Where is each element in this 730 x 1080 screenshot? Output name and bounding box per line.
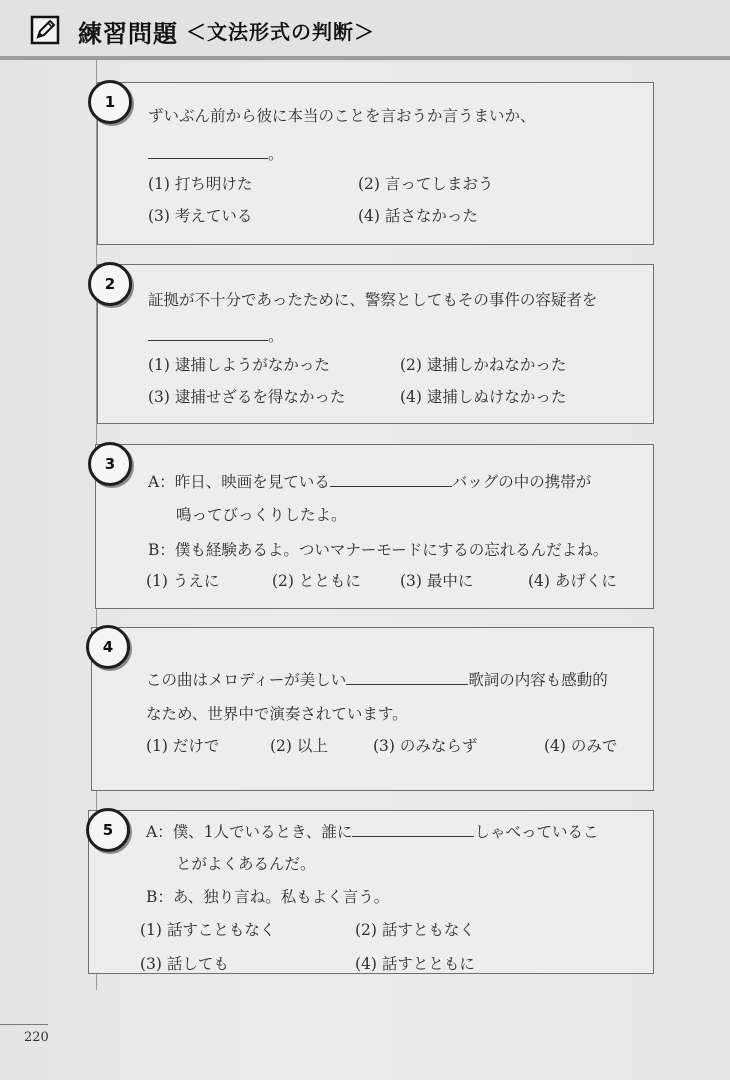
question-4-line-1-pre: この曲はメロディーが美しい [146,671,347,689]
question-3-line-1-post: バッグの中の携帯が [451,473,592,491]
question-1-option-1: (1) 打ち明けた [148,175,253,193]
question-3-line-2: 鳴ってびっくりしたよ。 [176,506,347,524]
question-2-option-1: (1) 逮捕しようがなかった [148,356,330,374]
question-1-option-4: (4) 話さなかった [358,207,478,225]
answer-blank [330,472,452,487]
question-1-line-1: ずいぶん前から彼に本当のことを言おうか言うまいか、 [148,107,536,125]
question-3-option-3: (3) 最中に [400,572,474,590]
page-subtitle: ＜文法形式の判断＞ [186,20,375,44]
question-4-option-2: (2) 以上 [270,737,328,755]
question-4-line-1 [146,668,608,690]
question-4-option-1: (1) だけで [146,737,220,755]
question-5-line-2: とがよくあるんだ。 [176,855,316,873]
header-divider [0,56,730,60]
question-5-option-3: (3) 話しても [140,955,229,973]
question-number-2: 2 [88,262,132,306]
question-3-option-2: (2) とともに [272,572,361,590]
question-2-option-4: (4) 逮捕しぬけなかった [400,388,567,406]
answer-blank [352,822,474,837]
question-5-line-1-pre: A：僕、1人でいるとき、誰に [146,823,353,841]
answer-blank [148,144,268,159]
question-3-option-1: (1) うえに [146,572,220,590]
page-number-rule [0,1024,48,1025]
question-4-option-4: (4) のみで [544,737,618,755]
question-4-line-1-post: 歌詞の内容も感動的 [468,671,608,689]
question-3-line-1 [148,470,591,492]
question-5-option-2: (2) 話すともなく [355,921,475,939]
question-number-4: 4 [86,625,130,669]
question-2-period: 。 [268,327,284,345]
page-header [0,0,730,62]
answer-blank [148,326,268,341]
question-3-line-1-pre: A：昨日、映画を見ている [148,473,330,491]
question-number-3: 3 [88,442,132,486]
question-5-line-3: B：あ、独り言ね。私もよく言う。 [146,888,390,906]
pencil-edit-icon [30,15,60,45]
question-number-1: 1 [88,80,132,124]
question-4-line-2: なため、世界中で演奏されています。 [146,705,408,723]
question-2-option-2: (2) 逮捕しかねなかった [400,356,567,374]
question-1-period: 。 [268,145,284,163]
question-2-option-3: (3) 逮捕せざるを得なかった [148,388,346,406]
question-3-line-3: B：僕も経験あるよ。ついマナーモードにするの忘れるんだよね。 [148,541,609,559]
question-5-option-4: (4) 話すとともに [355,955,475,973]
answer-blank [346,670,468,685]
page-title: 練習問題 [78,20,178,48]
question-5-line-1-post: しゃべっているこ [474,823,599,841]
question-1-option-3: (3) 考えている [148,207,253,225]
question-4-option-3: (3) のみならず [373,737,478,755]
question-5-option-1: (1) 話すこともなく [140,921,276,939]
page-number: 220 [24,1030,49,1045]
question-2-line-1: 証拠が不十分であったために、警察としてもその事件の容疑者を [148,291,598,309]
question-number-5: 5 [86,808,130,852]
question-1-option-2: (2) 言ってしまおう [358,175,494,193]
question-3-option-4: (4) あげくに [528,572,617,590]
question-5-line-1 [146,820,598,842]
question-2-line-2 [148,324,284,346]
question-1-line-2 [148,142,284,164]
